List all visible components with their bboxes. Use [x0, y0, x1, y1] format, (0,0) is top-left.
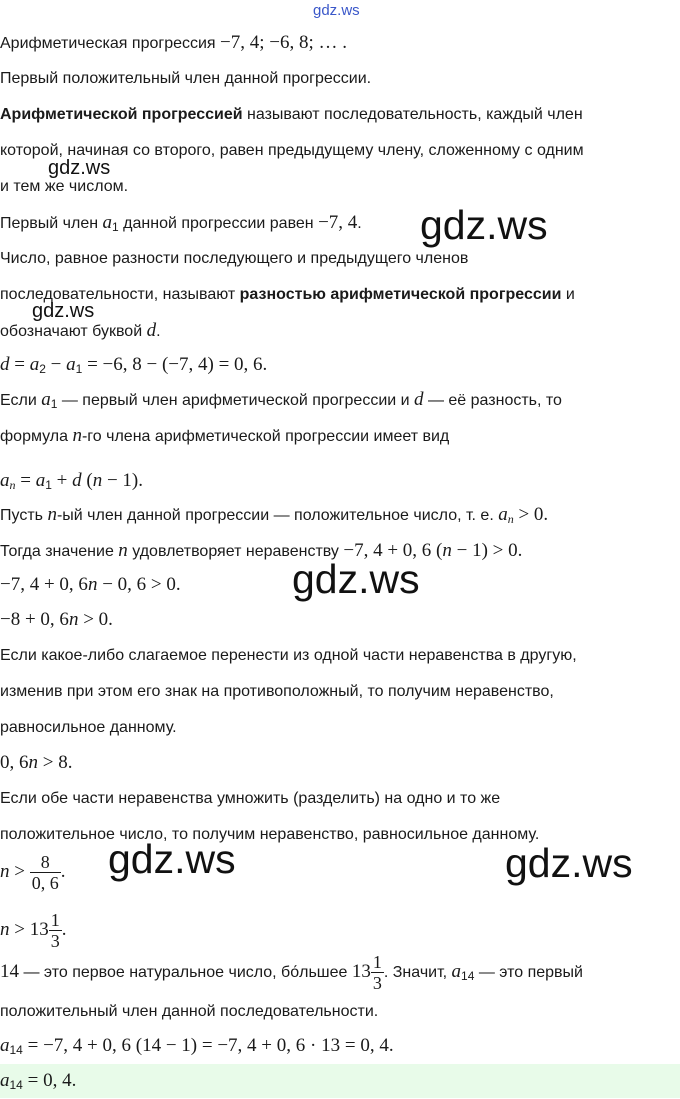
math: .	[60, 861, 66, 882]
line-26	[0, 948, 680, 996]
var: a	[35, 470, 46, 491]
text: положительный член данной последовательности.	[0, 1003, 379, 1020]
sub: 2	[39, 362, 46, 376]
math: −	[45, 354, 67, 375]
var: d	[146, 320, 157, 341]
sub: 1	[50, 397, 58, 411]
var: d	[414, 389, 424, 410]
text: последовательности, называют	[0, 286, 240, 303]
line-12	[0, 421, 680, 451]
watermark-large-2: gdz.ws	[292, 556, 420, 602]
line-11	[0, 385, 680, 415]
math: −7, 4 + 0, 6	[0, 574, 88, 595]
text: Если какое-либо слагаемое перенести из одной части неравенства в другую,	[0, 647, 577, 664]
sub: n	[9, 478, 16, 492]
line-5	[0, 172, 680, 202]
text: и	[561, 286, 575, 303]
math: 13	[351, 961, 371, 982]
watermark-small-2: gdz.ws	[32, 300, 95, 322]
term-bold: Арифметической прогрессией	[0, 106, 243, 123]
var: n	[47, 504, 57, 525]
math: − 0, 6 > 0.	[97, 574, 181, 595]
sub: 14	[9, 1043, 23, 1057]
var: a	[451, 961, 462, 982]
var: a	[0, 1035, 10, 1056]
text: положительное число, то получим неравенство, равносильное данному.	[0, 826, 540, 843]
text: .	[357, 215, 362, 232]
math: > 0.	[513, 504, 549, 525]
text: Если обе части неравенства умножить (разделить) на одно и то же	[0, 790, 501, 807]
numerator: 1	[372, 952, 382, 973]
text: -го члена арифметической прогрессии имеет вид	[81, 428, 450, 445]
line-28	[0, 1031, 680, 1061]
math: > 8.	[38, 752, 73, 773]
line-6	[0, 208, 680, 238]
line-17	[0, 605, 680, 635]
text: и тем же числом.	[0, 178, 129, 195]
text: удовлетворяет неравенству	[127, 543, 344, 560]
math: =	[9, 354, 30, 375]
text: равносильное данному.	[0, 719, 177, 736]
sub: n	[507, 512, 514, 526]
text: данной прогрессии равен	[118, 215, 319, 232]
text: — первый член арифметической прогрессии и	[57, 392, 415, 409]
math: > 0.	[78, 609, 113, 630]
line-25	[0, 906, 680, 954]
math: = −7, 4 + 0, 6 (14 − 1) = −7, 4 + 0, 6 · 13 = 0, 4.	[22, 1035, 394, 1056]
fraction	[49, 910, 62, 951]
text: — её разность, то	[423, 392, 562, 409]
line-7	[0, 244, 680, 274]
line-21	[0, 748, 680, 778]
math: =	[15, 470, 36, 491]
numerator: 8	[40, 852, 50, 873]
text: обозначают буквой	[0, 323, 147, 340]
math: −7, 4	[318, 212, 358, 233]
math: − 1).	[102, 470, 143, 491]
var: d	[72, 470, 82, 491]
sub: 14	[461, 969, 475, 983]
line-9	[0, 316, 680, 346]
sub: 1	[112, 220, 119, 234]
text: формула	[0, 428, 73, 445]
var: n	[0, 919, 10, 940]
text: Пусть	[0, 507, 48, 524]
math: −7, 4; −6, 8; … .	[220, 32, 348, 53]
math: .	[61, 919, 67, 940]
math: − 1) > 0.	[451, 540, 523, 561]
text: называют последовательность, каждый член	[242, 106, 583, 123]
term-bold: разностью арифметической прогрессии	[239, 286, 562, 303]
var: n	[442, 540, 452, 561]
math: = −6, 8 − (−7, 4) = 0, 6.	[82, 354, 268, 375]
watermark-small-1: gdz.ws	[48, 157, 111, 179]
var: a	[41, 389, 51, 410]
line-18	[0, 641, 680, 671]
var: a	[102, 212, 113, 233]
watermark-top: gdz.ws	[313, 2, 360, 19]
line-1	[0, 28, 680, 58]
text: Тогда значение	[0, 543, 119, 560]
text: которой, начиная со второго, равен предыдущему члену, сложенному с одним	[0, 142, 584, 159]
sub: 14	[9, 1078, 23, 1092]
line-2	[0, 64, 680, 94]
var: n	[68, 609, 79, 630]
answer-line	[0, 1064, 680, 1098]
math: −8 + 0, 6	[0, 609, 69, 630]
math: (	[81, 470, 93, 491]
text: Первый член	[0, 215, 103, 232]
var: a	[29, 354, 40, 375]
line-13	[0, 466, 680, 496]
var: n	[92, 470, 103, 491]
math: 14	[0, 961, 19, 982]
text: Если	[0, 392, 42, 409]
line-27	[0, 997, 680, 1027]
denominator: 0, 6	[31, 873, 59, 894]
sub: 1	[45, 478, 52, 492]
text: Арифметическая прогрессия	[0, 35, 221, 52]
fraction	[30, 852, 61, 893]
var: n	[87, 574, 98, 595]
watermark-large-1: gdz.ws	[420, 202, 548, 248]
fraction	[371, 952, 384, 993]
var: n	[118, 540, 128, 561]
var: a	[66, 354, 76, 375]
var: a	[0, 1070, 10, 1091]
watermark-large-4: gdz.ws	[505, 840, 633, 886]
line-8	[0, 280, 680, 310]
var: n	[72, 425, 82, 446]
text: — это первое натуральное число, бо́льшее	[19, 964, 352, 981]
var: a	[498, 504, 508, 525]
math: 0, 6	[0, 752, 29, 773]
math: > 13	[9, 919, 49, 940]
line-22	[0, 784, 680, 814]
text: Число, равное разности последующего и предыдущего членов	[0, 250, 469, 267]
text: . Значит,	[383, 964, 452, 981]
math: = 0, 4.	[22, 1070, 77, 1091]
line-19	[0, 677, 680, 707]
line-10	[0, 350, 680, 380]
math: −7, 4 + 0, 6 (	[343, 540, 443, 561]
text: — это первый	[474, 964, 583, 981]
watermark-large-3: gdz.ws	[108, 836, 236, 882]
text: Первый положительный член данной прогрессии.	[0, 70, 372, 87]
text: -ый член данной прогрессии — положительное число, т. е.	[56, 507, 499, 524]
var: n	[28, 752, 38, 773]
var: n	[0, 861, 10, 882]
denominator: 3	[50, 931, 60, 952]
line-3	[0, 100, 680, 130]
math: >	[9, 861, 30, 882]
line-20	[0, 713, 680, 743]
var: a	[0, 470, 10, 491]
text: изменив при этом его знак на противоположный, то получим неравенство,	[0, 683, 554, 700]
math: +	[51, 470, 73, 491]
line-14	[0, 500, 680, 530]
text: .	[156, 323, 161, 340]
sub: 1	[75, 362, 83, 376]
var: d	[0, 354, 10, 375]
numerator: 1	[50, 910, 60, 931]
denominator: 3	[372, 973, 382, 994]
